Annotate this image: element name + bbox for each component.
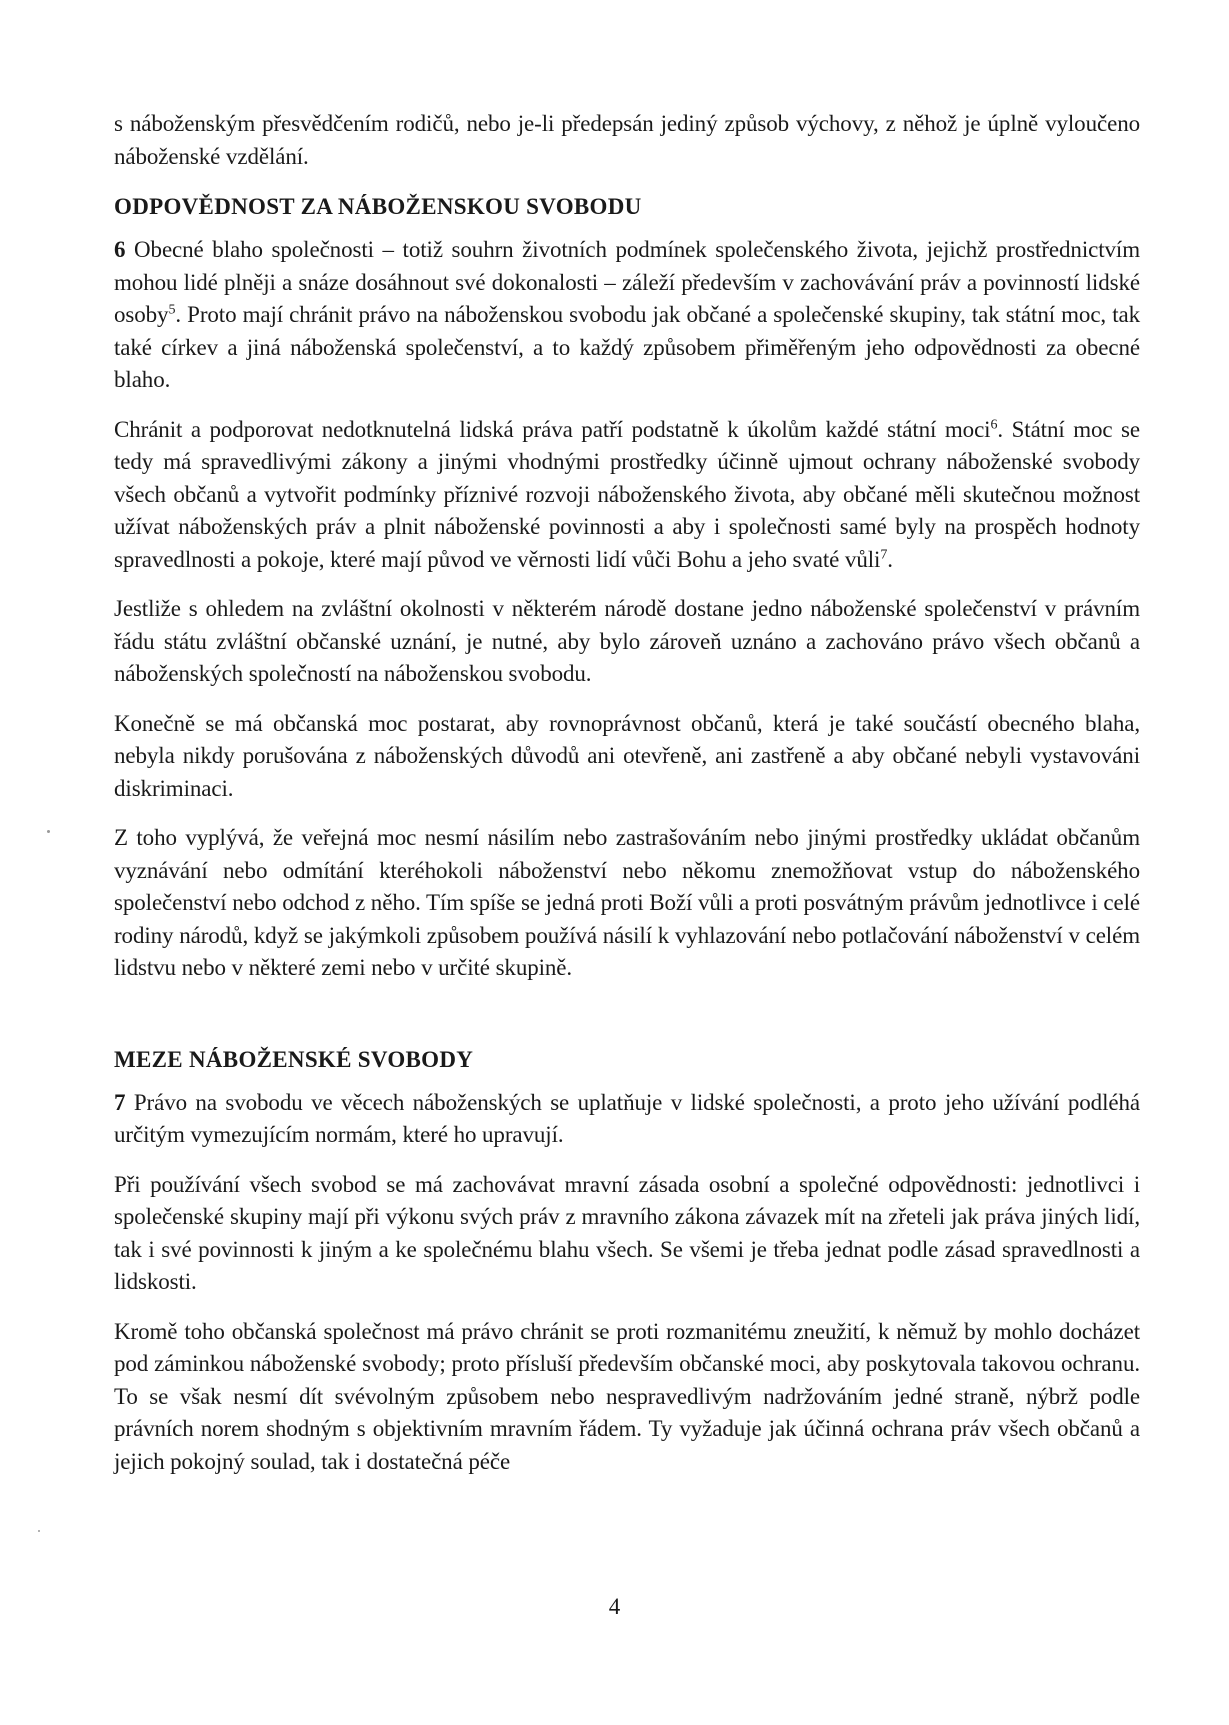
document-body	[114, 108, 1140, 1495]
paragraph-text: Obecné blaho společnosti – totiž souhrn životních podmínek společenského života, jejichž prostřednictvím mohou lidé plněji a snáze dosáhnout své dokonalosti – záleží především v zachovávání práv a povinností lidské osoby	[114, 237, 1140, 327]
footnote-ref: 6	[990, 416, 998, 432]
section-heading-meze: MEZE NÁBOŽENSKÉ SVOBODY	[114, 1046, 474, 1072]
article-7-paragraph-3: Kromě toho občanská společnost má právo chránit se proti rozmanitému zneužití, k němuž by mohlo docházet pod záminkou náboženské svobody; proto přísluší především občanské moci, aby poskytovala takovou ochranu. To se však nesmí dít svévolným způsobem nebo nespravedlivým nadržováním jedné straně, nýbrž podle právních norem shodným s objektivním mravním řádem. Ty vyžaduje jak účinná ochrana práv všech občanů a jejich pokojný soulad, tak i dostatečná péče	[114, 1318, 1140, 1474]
article-6-paragraph-1	[114, 234, 1140, 397]
intro-paragraph: s náboženským přesvědčením rodičů, nebo je-li předepsán jediný způsob výchovy, z něhož je úplně vyloučeno náboženské vzdělání.	[114, 111, 1140, 169]
article-6-paragraph-3: Jestliže s ohledem na zvláštní okolnosti v některém národě dostane jedno náboženské společenství v právním řádu státu zvláštní občanské uznání, je nutné, aby bylo zároveň uznáno a zachováno právo všech občanů a náboženských společností na náboženskou svobodu.	[114, 596, 1140, 686]
footnote-ref: 5	[168, 302, 176, 318]
article-6-paragraph-4: Konečně se má občanská moc postarat, aby rovnoprávnost občanů, která je také součástí obecného blaha, nebyla nikdy porušována z náboženských důvodů ani otevřeně, ani zastřeně a aby občané nebyli vystavováni diskriminaci.	[114, 710, 1140, 801]
scan-speck	[38, 1530, 40, 1532]
section-heading-odpovednost: ODPOVĚDNOST ZA NÁBOŽENSKOU SVOBODU	[114, 194, 642, 219]
article-6-paragraph-5: Z toho vyplývá, že veřejná moc nesmí násilím nebo zastrašováním nebo jinými prostředky ukládat občanům vyznávání nebo odmítání kteréhokoli náboženství nebo někomu znemožňovat vstup do náboženského společenství nebo odchod z něho. Tím spíše se jedná proti Boží vůli a proti posvátným právům jednotlivce i celé rodiny národů, když se jakýmkoli způsobem používá násilí k vyhlazování nebo potlačování náboženství v celém lidstvu nebo v některé zemi nebo v určité skupině.	[114, 825, 1140, 980]
page-number: 4	[608, 1594, 621, 1619]
article-7-paragraph-2: Při používání všech svobod se má zachovávat mravní zásada osobní a společné odpovědnosti: jednotlivci i společenské skupiny mají při výkonu svých práv z mravního zákona závazek mít na zřeteli jak práva jiných lidí, tak i své povinnosti k jiným a ke společnému blahu všech. Se všemi je třeba jednat podle zásad spravedlnosti a lidskosti.	[114, 1171, 1140, 1294]
article-7-paragraph-1	[114, 1087, 1140, 1152]
paragraph-text: Právo na svobodu ve věcech náboženských se uplatňuje v lidské společnosti, a proto jeho užívání podléhá určitým vymezujícím normám, které ho upravují.	[114, 1089, 1140, 1147]
article-number: 7	[114, 1089, 126, 1115]
paragraph-text: .	[887, 546, 893, 572]
scan-speck	[47, 830, 50, 833]
footnote-ref: 7	[880, 546, 888, 562]
paragraph-text: . Státní moc se tedy má spravedlivými zákony a jinými vhodnými prostředky účinně ujmout ochrany náboženské svobody všech občanů a vytvořit podmínky příznivé rozvoji náboženského života, aby občané měli skutečnou možnost užívat náboženských práv a plnit náboženské povinnosti a aby i společnosti samé byly na prospěch hodnoty spravedlnosti a pokoje, které mají původ ve věrnosti lidí vůči Bohu a jeho svaté vůli	[114, 416, 1140, 572]
article-number: 6	[114, 237, 126, 262]
paragraph-text: . Proto mají chránit právo na náboženskou svobodu jak občané a společenské skupiny, tak státní moc, tak také církev a jiná náboženská společenství, a to každý způsobem přiměřeným jeho odpovědnosti za obecné blaho.	[114, 302, 1140, 392]
paragraph-text: Chránit a podporovat nedotknutelná lidská práva patří podstatně k úkolům každé státní moci	[114, 416, 991, 442]
article-6-paragraph-2	[114, 414, 1140, 577]
